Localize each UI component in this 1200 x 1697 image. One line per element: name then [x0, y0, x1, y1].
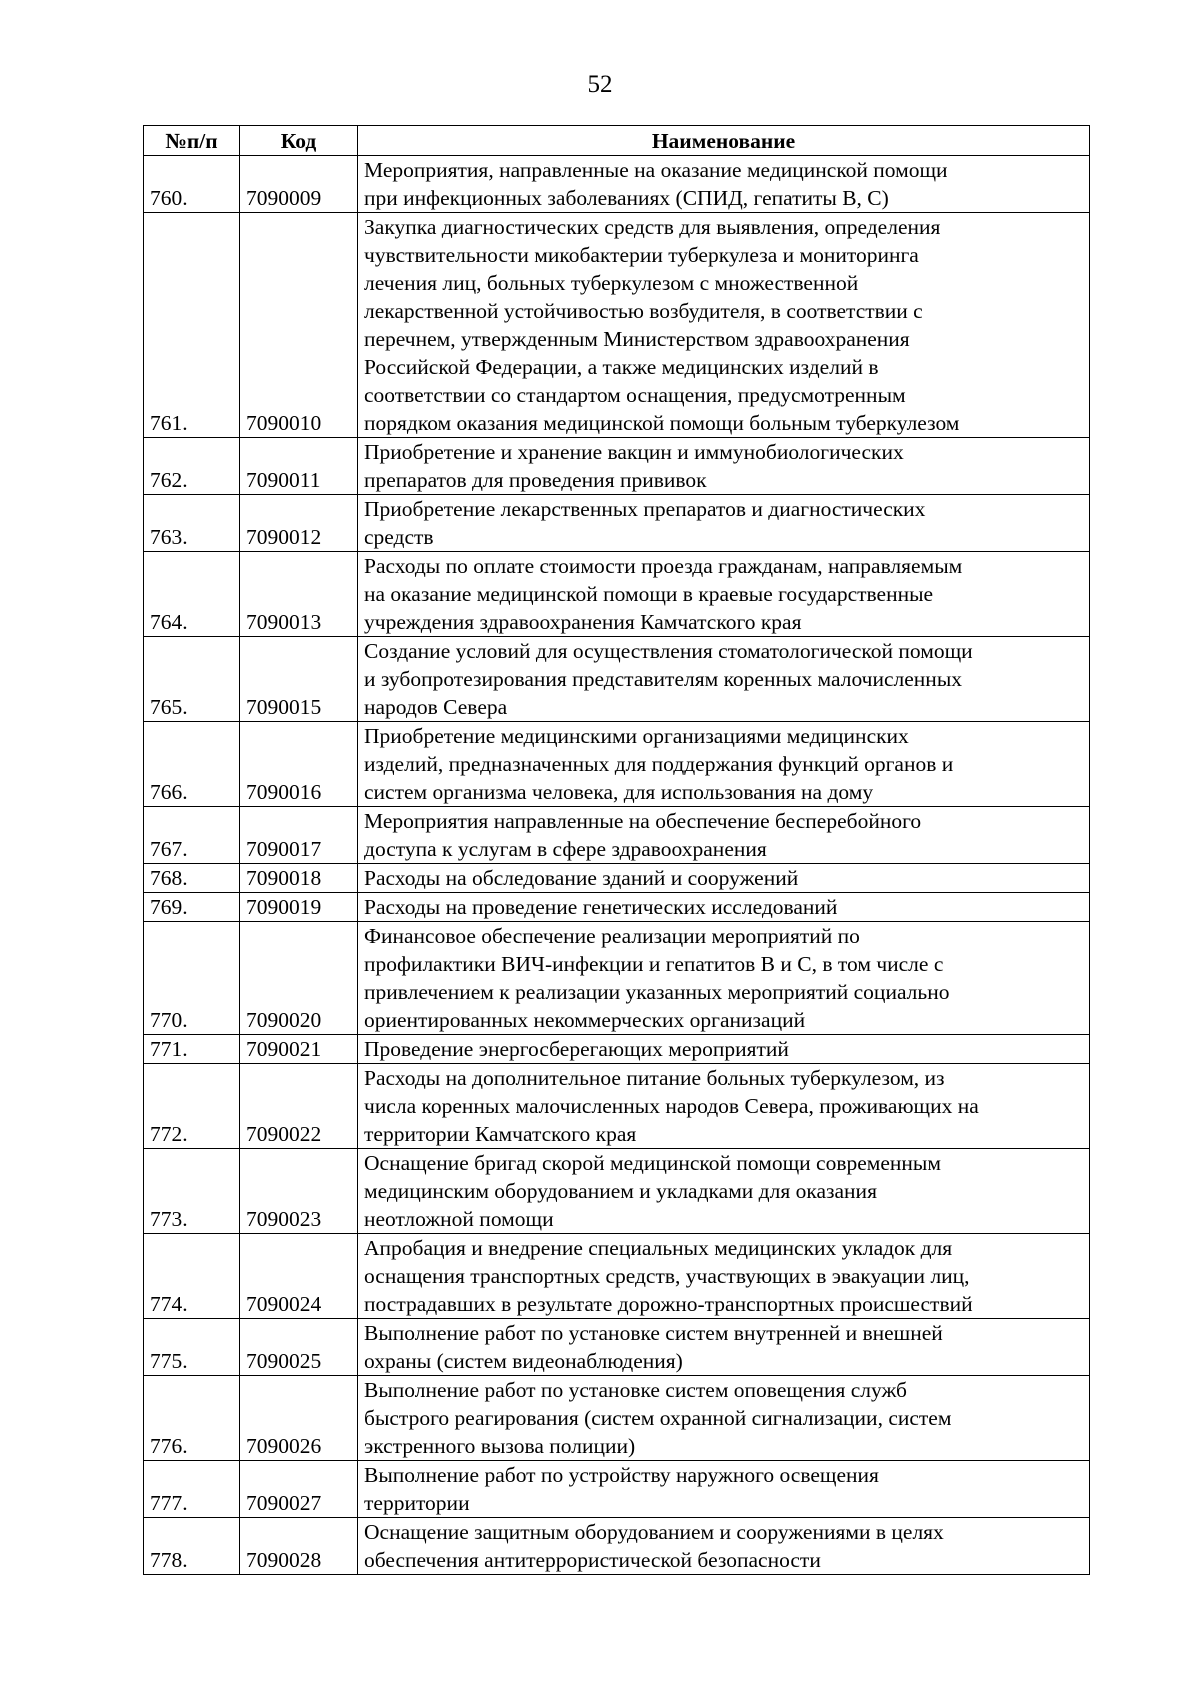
header-code: Код: [240, 126, 358, 156]
row-name: [358, 1035, 1090, 1064]
table-row: [144, 637, 1090, 722]
row-name: [358, 156, 1090, 213]
row-number: 768.: [144, 864, 240, 893]
row-name-line: лекарственной устойчивостью возбудителя, в соответствии с: [364, 299, 923, 323]
row-name-line: быстрого реагирования (систем охранной сигнализации, систем: [364, 1406, 952, 1430]
row-name: [358, 637, 1090, 722]
table-row: [144, 552, 1090, 637]
row-name-line: и зубопротезирования представителям коренных малочисленных: [364, 667, 963, 691]
table-row: [144, 1518, 1090, 1575]
row-number: 767.: [144, 807, 240, 864]
row-name-line: лечения лиц, больных туберкулезом с множественной: [364, 271, 859, 295]
row-name-line: охраны (систем видеонаблюдения): [364, 1349, 683, 1373]
row-name: [358, 1319, 1090, 1376]
row-code: 7090009: [240, 156, 358, 213]
row-name-line: Расходы по оплате стоимости проезда гражданам, направляемым: [364, 554, 963, 578]
row-code: 7090025: [240, 1319, 358, 1376]
row-name-line: учреждения здравоохранения Камчатского края: [364, 610, 802, 634]
row-number: 778.: [144, 1518, 240, 1575]
row-name-line: экстренного вызова полиции): [364, 1434, 636, 1458]
table-row: [144, 213, 1090, 438]
row-number: 777.: [144, 1461, 240, 1518]
row-name-line: Оснащение бригад скорой медицинской помощи современным: [364, 1151, 941, 1175]
row-code: 7090028: [240, 1518, 358, 1575]
row-name: [358, 495, 1090, 552]
row-number: 772.: [144, 1064, 240, 1149]
row-name-line: народов Севера: [364, 695, 508, 719]
table-row: [144, 722, 1090, 807]
row-code: 7090019: [240, 893, 358, 922]
row-name: [358, 1064, 1090, 1149]
table-row: [144, 922, 1090, 1035]
row-code: 7090017: [240, 807, 358, 864]
budget-code-table: [143, 125, 1090, 1575]
row-name-line: Приобретение медицинскими организациями медицинских: [364, 724, 909, 748]
row-name: [358, 1376, 1090, 1461]
row-name-line: изделий, предназначенных для поддержания функций органов и: [364, 752, 954, 776]
row-name-line: привлечением к реализации указанных мероприятий социально: [364, 980, 950, 1004]
row-name-line: неотложной помощи: [364, 1207, 554, 1231]
row-code: 7090026: [240, 1376, 358, 1461]
row-name-line: профилактики ВИЧ-инфекции и гепатитов В и С, в том числе с: [364, 952, 944, 976]
row-number: 773.: [144, 1149, 240, 1234]
table-row: [144, 156, 1090, 213]
row-name-line: систем организма человека, для использования на дому: [364, 780, 874, 804]
row-name-line: соответствии со стандартом оснащения, предусмотренным: [364, 383, 906, 407]
table-row: [144, 1234, 1090, 1319]
table-row: [144, 893, 1090, 922]
row-name: [358, 1234, 1090, 1319]
row-name: [358, 893, 1090, 922]
row-code: 7090015: [240, 637, 358, 722]
table-row: [144, 438, 1090, 495]
table-row: [144, 1461, 1090, 1518]
row-code: 7090010: [240, 213, 358, 438]
row-code: 7090012: [240, 495, 358, 552]
row-name: [358, 807, 1090, 864]
header-name: Наименование: [358, 126, 1090, 156]
row-name: [358, 864, 1090, 893]
row-code: 7090023: [240, 1149, 358, 1234]
table-row: [144, 807, 1090, 864]
row-number: 776.: [144, 1376, 240, 1461]
row-name-line: перечнем, утвержденным Министерством здравоохранения: [364, 327, 910, 351]
row-number: 775.: [144, 1319, 240, 1376]
row-name-line: порядком оказания медицинской помощи больным туберкулезом: [364, 411, 960, 435]
row-name-line: медицинским оборудованием и укладками для оказания: [364, 1179, 877, 1203]
row-name-line: средств: [364, 525, 434, 549]
row-name: [358, 1461, 1090, 1518]
page-number: 52: [587, 71, 613, 98]
row-name-line: Создание условий для осуществления стоматологической помощи: [364, 639, 973, 663]
row-name-line: при инфекционных заболеваниях (СПИД, гепатиты В, С): [364, 186, 889, 210]
table-row: [144, 1319, 1090, 1376]
header-num: №п/п: [144, 126, 240, 156]
row-name-line: числа коренных малочисленных народов Севера, проживающих на: [364, 1094, 979, 1118]
row-name-line: Финансовое обеспечение реализации мероприятий по: [364, 924, 860, 948]
table-body: [144, 156, 1090, 1575]
table-row: [144, 1149, 1090, 1234]
row-name-line: Расходы на обследование зданий и сооружений: [364, 866, 799, 890]
table-header-row: [144, 126, 1090, 156]
row-number: 765.: [144, 637, 240, 722]
row-name-line: доступа к услугам в сфере здравоохранения: [364, 837, 767, 861]
row-number: 762.: [144, 438, 240, 495]
row-number: 761.: [144, 213, 240, 438]
row-code: 7090016: [240, 722, 358, 807]
row-name: [358, 552, 1090, 637]
row-number: 769.: [144, 893, 240, 922]
row-name-line: пострадавших в результате дорожно-транспортных происшествий: [364, 1292, 973, 1316]
row-name-line: Российской Федерации, а также медицинских изделий в: [364, 355, 879, 379]
table-row: [144, 1376, 1090, 1461]
row-name-line: Расходы на проведение генетических исследований: [364, 895, 838, 919]
row-number: 760.: [144, 156, 240, 213]
row-name: [358, 922, 1090, 1035]
table-row: [144, 495, 1090, 552]
row-name: [358, 213, 1090, 438]
row-code: 7090021: [240, 1035, 358, 1064]
row-name-line: Мероприятия, направленные на оказание медицинской помощи: [364, 158, 948, 182]
row-name-line: Закупка диагностических средств для выявления, определения: [364, 215, 941, 239]
row-code: 7090013: [240, 552, 358, 637]
row-name-line: чувствительности микобактерии туберкулеза и мониторинга: [364, 243, 919, 267]
row-name-line: Проведение энергосберегающих мероприятий: [364, 1037, 789, 1061]
row-code: 7090020: [240, 922, 358, 1035]
row-name-line: Мероприятия направленные на обеспечение бесперебойного: [364, 809, 922, 833]
row-name-line: Апробация и внедрение специальных медицинских укладок для: [364, 1236, 953, 1260]
row-name-line: Расходы на дополнительное питание больных туберкулезом, из: [364, 1066, 945, 1090]
row-name-line: препаратов для проведения прививок: [364, 468, 707, 492]
table-row: [144, 1064, 1090, 1149]
row-code: 7090027: [240, 1461, 358, 1518]
row-code: 7090022: [240, 1064, 358, 1149]
row-code: 7090018: [240, 864, 358, 893]
row-name-line: территории Камчатского края: [364, 1122, 637, 1146]
row-number: 771.: [144, 1035, 240, 1064]
row-name-line: Приобретение и хранение вакцин и иммунобиологических: [364, 440, 904, 464]
row-code: 7090011: [240, 438, 358, 495]
row-number: 766.: [144, 722, 240, 807]
row-name: [358, 438, 1090, 495]
row-name-line: ориентированных некоммерческих организаций: [364, 1008, 806, 1032]
row-name: [358, 1518, 1090, 1575]
row-name-line: Выполнение работ по устройству наружного освещения: [364, 1463, 879, 1487]
row-name-line: Приобретение лекарственных препаратов и диагностических: [364, 497, 926, 521]
row-name-line: обеспечения антитеррористической безопасности: [364, 1548, 821, 1572]
row-number: 774.: [144, 1234, 240, 1319]
row-name-line: Выполнение работ по установке систем оповещения служб: [364, 1378, 908, 1402]
row-name: [358, 722, 1090, 807]
row-name-line: территории: [364, 1491, 470, 1515]
table-row: [144, 1035, 1090, 1064]
row-code: 7090024: [240, 1234, 358, 1319]
row-name-line: на оказание медицинской помощи в краевые государственные: [364, 582, 934, 606]
row-name-line: Выполнение работ по установке систем внутренней и внешней: [364, 1321, 943, 1345]
row-number: 763.: [144, 495, 240, 552]
row-name: [358, 1149, 1090, 1234]
table-row: [144, 864, 1090, 893]
row-number: 764.: [144, 552, 240, 637]
row-name-line: Оснащение защитным оборудованием и сооружениями в целях: [364, 1520, 944, 1544]
row-number: 770.: [144, 922, 240, 1035]
row-name-line: оснащения транспортных средств, участвующих в эвакуации лиц,: [364, 1264, 970, 1288]
